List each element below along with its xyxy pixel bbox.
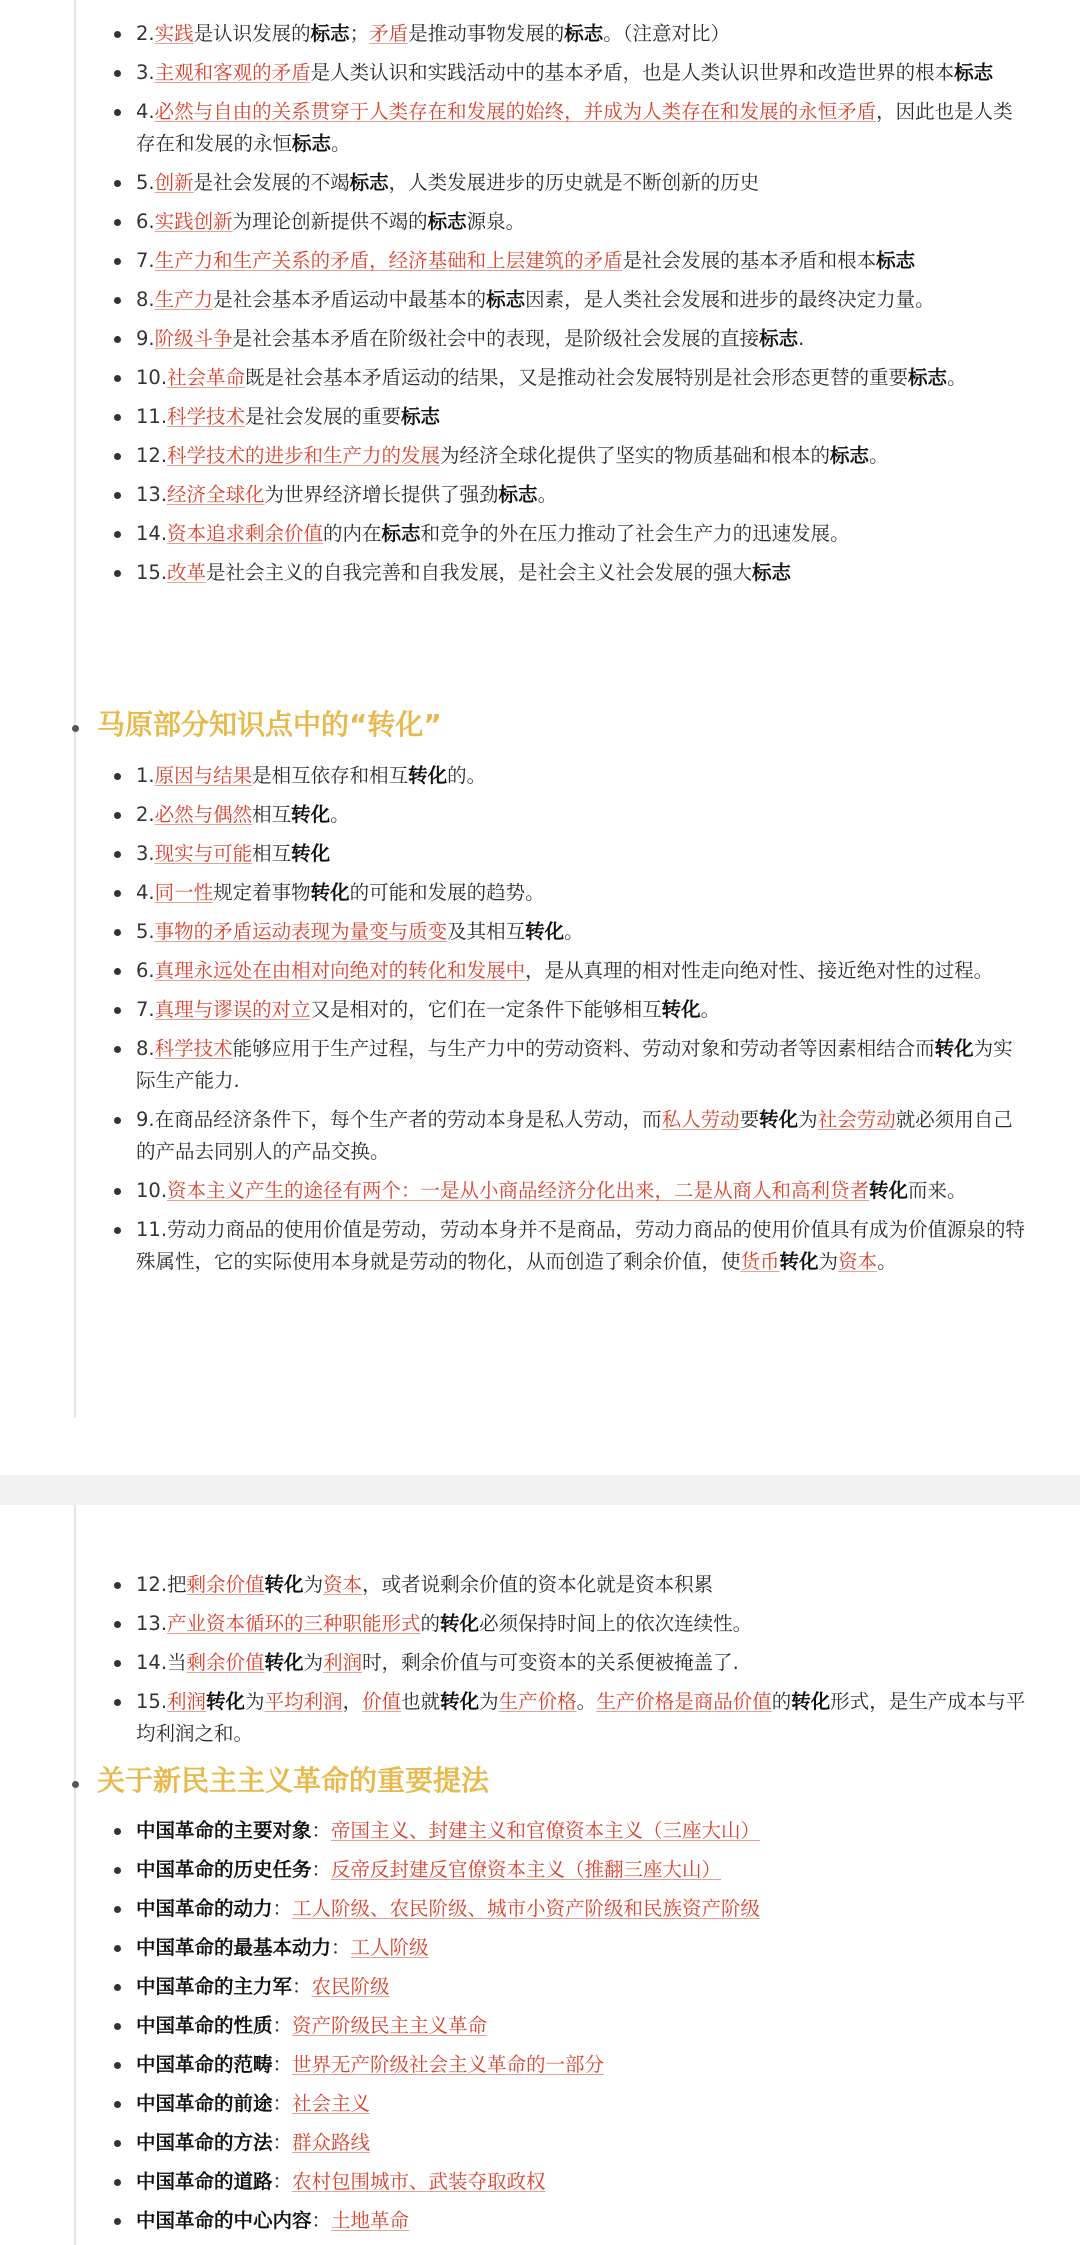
emphasis-term: 标志 <box>381 522 421 545</box>
key-term: 剩余价值 <box>186 1651 265 1674</box>
item-text: 必须保持时间上的依次连续性。 <box>479 1612 753 1635</box>
item-text: 相互 <box>252 842 292 865</box>
emphasis-term: 中国革命的范畴 <box>136 2053 273 2076</box>
emphasis-term: 标志 <box>830 444 870 467</box>
key-term: 社会主义 <box>292 2092 371 2115</box>
key-term: 群众路线 <box>292 2131 371 2154</box>
list-item <box>110 1608 1030 1640</box>
item-text: ，人类发展进步的历史就是不断创新的历史 <box>388 171 760 194</box>
emphasis-term: 转化 <box>206 1690 246 1713</box>
emphasis-term: 转化 <box>264 1573 304 1596</box>
item-text: 是社会基本矛盾运动中最基本的 <box>213 288 487 311</box>
key-term: 反帝反封建反官僚资本主义（推翻三座大山） <box>331 1858 722 1881</box>
item-text: 。 <box>564 920 584 943</box>
section-title-zhuanhua: 马原部分知识点中的“转化” <box>97 708 442 741</box>
item-text: 是社会发展的不竭 <box>193 171 350 194</box>
list-item <box>110 440 1030 472</box>
item-text: 和竞争的外在压力推动了社会生产力的迅速发展。 <box>420 522 850 545</box>
document-page-bottom <box>0 1505 1080 2245</box>
key-term: 农村包围城市、武装夺取政权 <box>292 2170 546 2193</box>
key-term: 同一性 <box>154 881 214 904</box>
item-text: 源泉。 <box>466 210 526 233</box>
item-number: 5. <box>136 920 155 943</box>
emphasis-term: 转化 <box>408 764 448 787</box>
item-number: 8. <box>136 1037 155 1060</box>
item-text: 是推动事物发展的 <box>408 22 565 45</box>
item-text: 是社会基本矛盾在阶级社会中的表现，是阶级社会发展的直接 <box>232 327 760 350</box>
item-text: 而来。 <box>908 1179 967 1202</box>
key-term: 改革 <box>167 561 207 584</box>
item-number: 14. <box>136 1651 168 1674</box>
key-term: 科学技术的进步和生产力的发展 <box>167 444 441 467</box>
list-item <box>110 323 1030 355</box>
item-number: 4. <box>136 100 155 123</box>
item-text: . <box>798 327 805 350</box>
item-text: 相互 <box>252 803 292 826</box>
item-number: 4. <box>136 881 155 904</box>
item-text: ： <box>272 2014 293 2037</box>
item-number: 3. <box>136 61 155 84</box>
item-text: 为 <box>798 1108 818 1131</box>
item-text: 。 <box>331 132 351 155</box>
list-item <box>110 96 1030 160</box>
emphasis-term: 中国革命的最基本动力 <box>136 1936 332 1959</box>
item-text: 又是相对的，它们在一定条件下能够相互 <box>310 998 662 1021</box>
xinminzhu-list <box>110 1815 1030 2244</box>
key-term: 资本 <box>323 1573 363 1596</box>
item-text: 为经济全球化提供了坚实的物质基础和根本的 <box>440 444 831 467</box>
key-term: 实践 <box>154 22 194 45</box>
item-text: 是社会发展的基本矛盾和根本 <box>622 249 877 272</box>
list-item <box>110 838 1030 870</box>
item-text: ： <box>311 1858 332 1881</box>
item-text: 能够应用于生产过程，与生产力中的劳动资料、劳动对象和劳动者等因素相结合而 <box>232 1037 935 1060</box>
item-number: 8. <box>136 288 155 311</box>
item-text: 是社会主义的自我完善和自我发展，是社会主义社会发展的强大 <box>206 561 753 584</box>
list-item <box>110 557 1030 589</box>
list-item <box>110 1104 1030 1168</box>
emphasis-term: 中国革命的性质 <box>136 2014 273 2037</box>
emphasis-term: 转化 <box>440 1612 480 1635</box>
item-text: 因素，是人类社会发展和进步的最终决定力量。 <box>525 288 935 311</box>
key-term: 必然与偶然 <box>154 803 253 826</box>
emphasis-term: 标志 <box>876 249 916 272</box>
zhuanhua-list <box>110 760 1030 1285</box>
key-term: 事物的矛盾运动表现为量变与质变 <box>154 920 448 943</box>
item-text: ： <box>331 1936 351 1959</box>
item-number: 7. <box>136 249 155 272</box>
indent-guide <box>74 1505 76 2245</box>
item-text: ，因此也是人类存在和发展的永恒 <box>136 100 1013 155</box>
key-term: 生产价格是商品价值 <box>596 1690 772 1713</box>
list-item <box>110 1893 1030 1925</box>
emphasis-term: 标志 <box>752 561 792 584</box>
item-text: 为理论创新提供不竭的 <box>232 210 428 233</box>
key-term: 货币 <box>740 1250 780 1273</box>
item-text: 为 <box>245 1690 265 1713</box>
emphasis-term: 转化 <box>934 1037 974 1060</box>
list-item <box>110 1033 1030 1097</box>
emphasis-term: 中国革命的道路 <box>136 2170 273 2193</box>
list-item <box>110 1214 1030 1278</box>
item-number: 7. <box>136 998 155 1021</box>
item-text: 也就 <box>401 1690 441 1713</box>
section-bullet <box>72 725 79 732</box>
item-number: 13. <box>136 1612 168 1635</box>
item-text: 为 <box>303 1573 324 1596</box>
list-item <box>110 401 1030 433</box>
key-term: 真理与谬误的对立 <box>154 998 311 1021</box>
item-text: 。 <box>537 483 558 506</box>
item-text: 要 <box>739 1108 760 1131</box>
item-text: 在商品经济条件下，每个生产者的劳动本身是私人劳动，而 <box>154 1108 662 1131</box>
item-text: 的 <box>771 1690 792 1713</box>
emphasis-term: 转化 <box>291 803 331 826</box>
item-text: ； <box>349 22 370 45</box>
item-text: ： <box>272 2131 293 2154</box>
item-text: 的内在 <box>323 522 382 545</box>
emphasis-term: 标志 <box>564 22 604 45</box>
emphasis-term: 标志 <box>759 327 799 350</box>
item-number: 14. <box>136 522 168 545</box>
item-text: 为 <box>818 1250 839 1273</box>
key-term: 工人阶级 <box>350 1936 429 1959</box>
item-text: ： <box>311 1819 332 1842</box>
emphasis-term: 标志 <box>292 132 332 155</box>
item-text: 时，剩余价值与可变资本的关系便被掩盖了. <box>362 1651 739 1674</box>
item-text: 。 <box>700 998 721 1021</box>
key-term: 社会劳动 <box>817 1108 896 1131</box>
item-text: 为 <box>303 1651 324 1674</box>
item-text: 及其相互 <box>447 920 526 943</box>
key-term: 阶级斗争 <box>154 327 233 350</box>
emphasis-term: 标志 <box>486 288 526 311</box>
item-text: 劳动力商品的使用价值是劳动，劳动本身并不是商品，劳动力商品的使用价值具有成为价值源泉的特殊属性，它的实际使用本身就是劳动的物化，从而创造了剩余价值，使 <box>136 1218 1026 1273</box>
item-text: ： <box>272 2170 293 2193</box>
key-term: 生产力和生产关系的矛盾，经济基础和上层建筑的矛盾 <box>154 249 623 272</box>
list-item <box>110 57 1030 89</box>
emphasis-term: 标志 <box>908 366 948 389</box>
item-text: 。 <box>877 1250 897 1273</box>
item-text: 就必须用自己的产品去同别人的产品交换。 <box>136 1108 1013 1163</box>
emphasis-term: 转化 <box>525 920 565 943</box>
list-item <box>110 1569 1030 1601</box>
item-text: 规定着事物 <box>213 881 311 904</box>
item-number: 11. <box>136 405 168 428</box>
list-item <box>110 877 1030 909</box>
item-number: 6. <box>136 959 155 982</box>
key-term: 真理永远处在由相对向绝对的转化和发展中 <box>154 959 526 982</box>
key-term: 主观和客观的矛盾 <box>154 61 311 84</box>
item-number: 9. <box>136 327 155 350</box>
list-item <box>110 245 1030 277</box>
item-text: 是社会发展的重要 <box>245 405 402 428</box>
emphasis-term: 中国革命的动力 <box>136 1897 273 1920</box>
key-term: 科学技术 <box>154 1037 233 1060</box>
list-item <box>110 994 1030 1026</box>
section-bullet <box>72 1781 79 1788</box>
key-term: 价值 <box>362 1690 402 1713</box>
zhuanhua-list-continued <box>110 1569 1030 1757</box>
list-item <box>110 2049 1030 2081</box>
key-term: 资本主义产生的途径有两个：一是从小商品经济分化出来，二是从商人和高利贷者 <box>167 1179 870 1202</box>
emphasis-term: 转化 <box>661 998 701 1021</box>
item-number: 15. <box>136 561 168 584</box>
item-text: 是相互依存和相互 <box>252 764 409 787</box>
list-item <box>110 2010 1030 2042</box>
item-text: ，或者说剩余价值的资本化就是资本积累 <box>362 1573 714 1596</box>
item-text: ： <box>311 2209 332 2232</box>
list-item <box>110 479 1030 511</box>
emphasis-term: 中国革命的主力军 <box>136 1975 293 1998</box>
key-term: 原因与结果 <box>154 764 253 787</box>
item-number: 12. <box>136 1573 168 1596</box>
item-text: 。（注意对比） <box>603 22 730 45</box>
item-text: 的可能和发展的趋势。 <box>349 881 545 904</box>
page-separator <box>0 1475 1080 1505</box>
emphasis-term: 标志 <box>954 61 994 84</box>
emphasis-term: 标志 <box>427 210 467 233</box>
key-term: 经济全球化 <box>167 483 265 506</box>
emphasis-term: 转化 <box>440 1690 480 1713</box>
item-number: 13. <box>136 483 168 506</box>
list-item <box>110 1854 1030 1886</box>
key-term: 世界无产阶级社会主义革命的一部分 <box>292 2053 605 2076</box>
item-number: 5. <box>136 171 155 194</box>
item-text: 是人类认识和实践活动中的基本矛盾，也是人类认识世界和改造世界的根本 <box>310 61 955 84</box>
item-number: 3. <box>136 842 155 865</box>
key-term: 科学技术 <box>167 405 246 428</box>
emphasis-term: 转化 <box>791 1690 831 1713</box>
emphasis-term: 标志 <box>310 22 350 45</box>
item-number: 2. <box>136 803 155 826</box>
item-number: 9. <box>136 1108 155 1131</box>
emphasis-term: 转化 <box>869 1179 909 1202</box>
key-term: 资本 <box>838 1250 878 1273</box>
list-item <box>110 206 1030 238</box>
key-term: 实践创新 <box>154 210 233 233</box>
list-item <box>110 799 1030 831</box>
item-text: 把 <box>167 1573 187 1596</box>
item-text: ： <box>292 1975 312 1998</box>
list-item <box>110 518 1030 550</box>
list-item <box>110 1175 1030 1207</box>
item-text: ，是从真理的相对性走向绝对性、接近绝对性的过程。 <box>525 959 994 982</box>
list-item <box>110 1971 1030 2003</box>
emphasis-term: 标志 <box>498 483 538 506</box>
key-term: 资本追求剩余价值 <box>167 522 324 545</box>
item-text: 的。 <box>447 764 487 787</box>
list-item <box>110 284 1030 316</box>
key-term: 资产阶级民主主义革命 <box>292 2014 488 2037</box>
emphasis-term: 中国革命的前途 <box>136 2092 273 2115</box>
emphasis-term: 转化 <box>291 842 331 865</box>
emphasis-term: 转化 <box>759 1108 799 1131</box>
item-number: 2. <box>136 22 155 45</box>
item-number: 12. <box>136 444 168 467</box>
emphasis-term: 中国革命的方法 <box>136 2131 273 2154</box>
key-term: 剩余价值 <box>186 1573 265 1596</box>
item-number: 6. <box>136 210 155 233</box>
item-text: 。 <box>576 1690 597 1713</box>
key-term: 工人阶级、农民阶级、城市小资产阶级和民族资产阶级 <box>292 1897 761 1920</box>
emphasis-term: 标志 <box>401 405 441 428</box>
list-item <box>110 2127 1030 2159</box>
key-term: 必然与自由的关系贯穿于人类存在和发展的始终，并成为人类存在和发展的永恒矛盾 <box>154 100 877 123</box>
item-text: ： <box>272 2092 293 2115</box>
key-term: 利润 <box>167 1690 207 1713</box>
emphasis-term: 转化 <box>264 1651 304 1674</box>
key-term: 农民阶级 <box>311 1975 390 1998</box>
key-term: 矛盾 <box>369 22 409 45</box>
emphasis-term: 转化 <box>310 881 350 904</box>
emphasis-term: 中国革命的历史任务 <box>136 1858 312 1881</box>
list-item <box>110 955 1030 987</box>
list-item <box>110 2205 1030 2237</box>
list-item <box>110 916 1030 948</box>
key-term: 社会革命 <box>167 366 246 389</box>
item-text: 是认识发展的 <box>193 22 311 45</box>
key-term: 私人劳动 <box>661 1108 740 1131</box>
list-item <box>110 760 1030 792</box>
item-text: 。 <box>947 366 967 389</box>
list-item <box>110 167 1030 199</box>
key-term: 土地革命 <box>331 2209 410 2232</box>
emphasis-term: 转化 <box>779 1250 819 1273</box>
item-number: 15. <box>136 1690 168 1713</box>
key-term: 帝国主义、封建主义和官僚资本主义（三座大山） <box>331 1819 761 1842</box>
item-text: 形式，是生产成本与平均利润之和。 <box>136 1690 1026 1745</box>
item-text: 当 <box>167 1651 187 1674</box>
item-text: ， <box>342 1690 363 1713</box>
list-item <box>110 1815 1030 1847</box>
key-term: 创新 <box>154 171 194 194</box>
emphasis-term: 标志 <box>349 171 389 194</box>
item-number: 10. <box>136 366 168 389</box>
emphasis-term: 中国革命的中心内容 <box>136 2209 312 2232</box>
key-term: 现实与可能 <box>154 842 253 865</box>
indent-guide <box>74 0 76 1418</box>
key-term: 生产价格 <box>498 1690 577 1713</box>
item-text: 。 <box>330 803 350 826</box>
item-number: 10. <box>136 1179 168 1202</box>
list-item <box>110 2088 1030 2120</box>
list-item <box>110 1647 1030 1679</box>
item-text: 的 <box>420 1612 441 1635</box>
item-text: 。 <box>869 444 889 467</box>
section-title-xinminzhu: 关于新民主主义革命的重要提法 <box>97 1764 490 1797</box>
item-number: 11. <box>136 1218 168 1241</box>
item-text: 为 <box>479 1690 499 1713</box>
list-item <box>110 1932 1030 1964</box>
item-text: 为世界经济增长提供了强劲 <box>264 483 499 506</box>
item-text: 既是社会基本矛盾运动的结果，又是推动社会发展特别是社会形态更替的重要 <box>245 366 909 389</box>
item-number: 1. <box>136 764 155 787</box>
key-term: 平均利润 <box>264 1690 343 1713</box>
key-term: 利润 <box>323 1651 363 1674</box>
emphasis-term: 中国革命的主要对象 <box>136 1819 312 1842</box>
list-item <box>110 18 1030 50</box>
key-term: 产业资本循环的三种职能形式 <box>167 1612 421 1635</box>
list-item <box>110 362 1030 394</box>
item-text: 为实际生产能力. <box>136 1037 1013 1092</box>
biaozhi-list <box>110 18 1030 596</box>
item-text: ： <box>272 1897 293 1920</box>
list-item <box>110 1686 1030 1750</box>
list-item <box>110 2166 1030 2198</box>
item-text: ： <box>272 2053 293 2076</box>
key-term: 生产力 <box>154 288 214 311</box>
